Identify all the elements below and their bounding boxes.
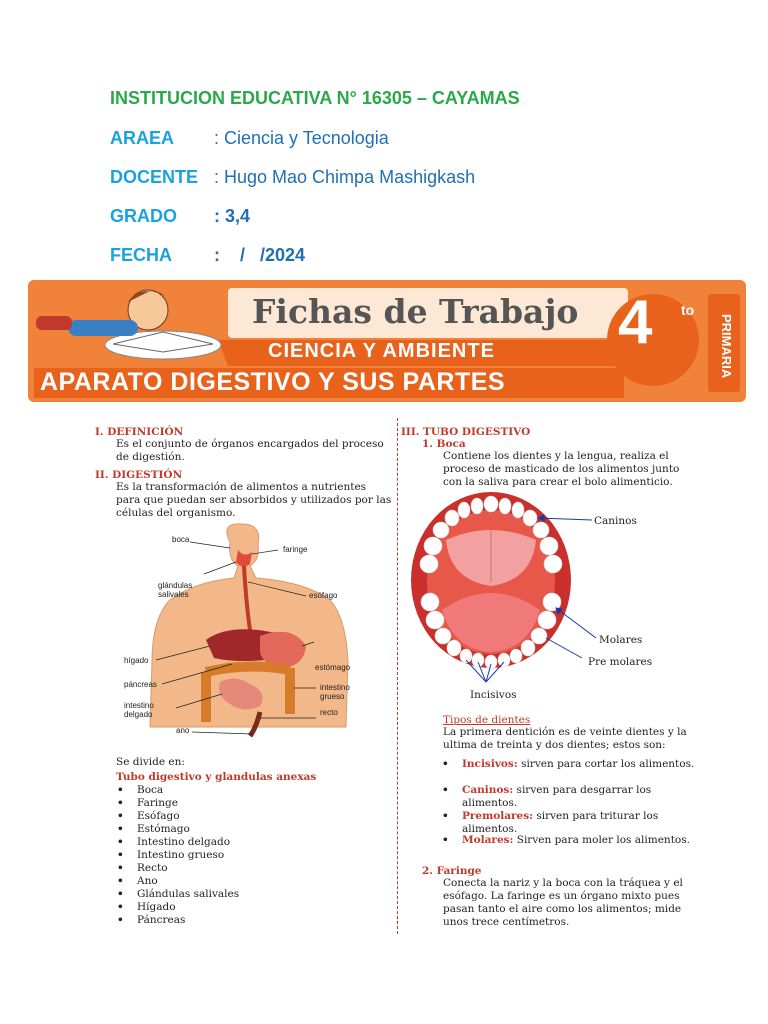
list-item: • Recto [137, 862, 168, 874]
definition-title: I. DEFINICIÓN [95, 426, 184, 438]
list-item: • Intestino delgado [137, 836, 230, 848]
teeth-item [442, 758, 700, 771]
digestion-title: II. DIGESTIÓN [95, 469, 183, 481]
label-higado: hígado [124, 656, 149, 665]
header-key: DOCENTE [110, 167, 199, 187]
teeth-item [442, 784, 700, 810]
list-item: • Boca [137, 784, 163, 796]
boca-text: Contiene los dientes y la lengua, realiza el proceso de masticado de los alimentos junto con la saliva para crear el bolo alimenticio. [443, 450, 680, 488]
list-item: • Esófago [137, 810, 180, 822]
label-caninos: Caninos [594, 515, 637, 527]
label-molares: Molares [599, 634, 643, 646]
header-key: GRADO [110, 206, 177, 226]
list-item: • Glándulas salivales [137, 888, 239, 900]
teeth-name: Premolares: [462, 810, 534, 822]
label-intestino-delgado: intestino delgado [124, 701, 154, 719]
bullet-icon: • [442, 834, 449, 846]
teeth-name: Caninos: [462, 784, 514, 796]
header-value: : Ciencia y Tecnologia [214, 128, 389, 148]
banner-title: Fichas de Trabajo [252, 292, 579, 331]
label-glandulas: glándulas salivales [158, 581, 193, 599]
faringe-title: 2. Faringe [422, 865, 482, 877]
mouth-label-lines [406, 490, 606, 690]
banner-grade: 4 [618, 288, 653, 357]
list-item: • Intestino grueso [137, 849, 224, 861]
teeth-desc: sirven para desgarrar los alimentos. [462, 784, 652, 809]
teeth-name: Incisivos: [462, 758, 518, 770]
header-key: ARAEA [110, 128, 175, 148]
school-name: INSTITUCION EDUCATIVA N° 16305 – CAYAMAS [110, 88, 520, 108]
teeth-name: Molares: [462, 834, 514, 846]
tipos-title: Tipos de dientes [443, 714, 531, 726]
teeth-item [442, 810, 700, 836]
teeth-desc: Sirven para moler los alimentos. [513, 834, 690, 846]
digestion-text: Es la transformación de alimentos a nutrientes para que puedan ser absorbidos y utilizados por las células del organismo. [116, 481, 392, 519]
teeth-desc: sirven para triturar los alimentos. [462, 810, 659, 835]
column-divider [397, 418, 398, 934]
label-intestino-grueso: intestino grueso [320, 683, 350, 701]
tipos-text: La primera dentición es de veinte dientes y la ultima de treinta y dos dientes; estos son: [443, 726, 687, 751]
list-item: • Faringe [137, 797, 178, 809]
bullet-icon: • [442, 810, 449, 822]
header-value: : / /2024 [214, 245, 306, 265]
bullet-icon: • [442, 758, 449, 770]
header-key: FECHA [110, 245, 172, 265]
tubo-title: III. TUBO DIGESTIVO [401, 426, 531, 438]
list-item: • Páncreas [137, 914, 185, 926]
label-ano: ano [176, 726, 190, 735]
header-value: : Hugo Mao Chimpa Mashigkash [214, 167, 476, 187]
banner-subject: CIENCIA Y AMBIENTE [268, 340, 495, 362]
boca-title: 1. Boca [422, 438, 466, 450]
bullet-icon: • [442, 784, 449, 796]
list-item: • Hígado [137, 901, 176, 913]
header-value: : 3,4 [214, 206, 251, 226]
list-item: • Estómago [137, 823, 190, 835]
banner-grade-suffix: to [681, 302, 695, 318]
list-title: Tubo digestivo y glandulas anexas [116, 771, 317, 783]
faringe-text: Conecta la nariz y la boca con la tráquea y el esófago. La faringe es un órgano mixto pues pasan tanto el aire como los alimentos; mide unos trece centímetros. [443, 877, 683, 928]
banner-level: PRIMARIA [719, 313, 734, 379]
label-incisivos: Incisivos [470, 689, 517, 701]
label-premolares: Pre molares [588, 656, 653, 668]
definition-text: Es el conjunto de órganos encargados del proceso de digestión. [116, 438, 384, 463]
banner-topic: APARATO DIGESTIVO Y SUS PARTES [40, 368, 506, 396]
divide-text: Se divide en: [116, 756, 185, 768]
label-esofago: esófago [309, 591, 338, 600]
label-faringe: faringe [283, 545, 308, 554]
label-estomago: estómago [315, 663, 351, 672]
list-item: • Ano [137, 875, 158, 887]
label-boca: boca [172, 535, 190, 544]
teeth-desc: sirven para cortar los alimentos. [517, 758, 695, 770]
label-pancreas: páncreas [124, 680, 157, 689]
teeth-item [442, 834, 700, 847]
label-recto: recto [320, 708, 338, 717]
